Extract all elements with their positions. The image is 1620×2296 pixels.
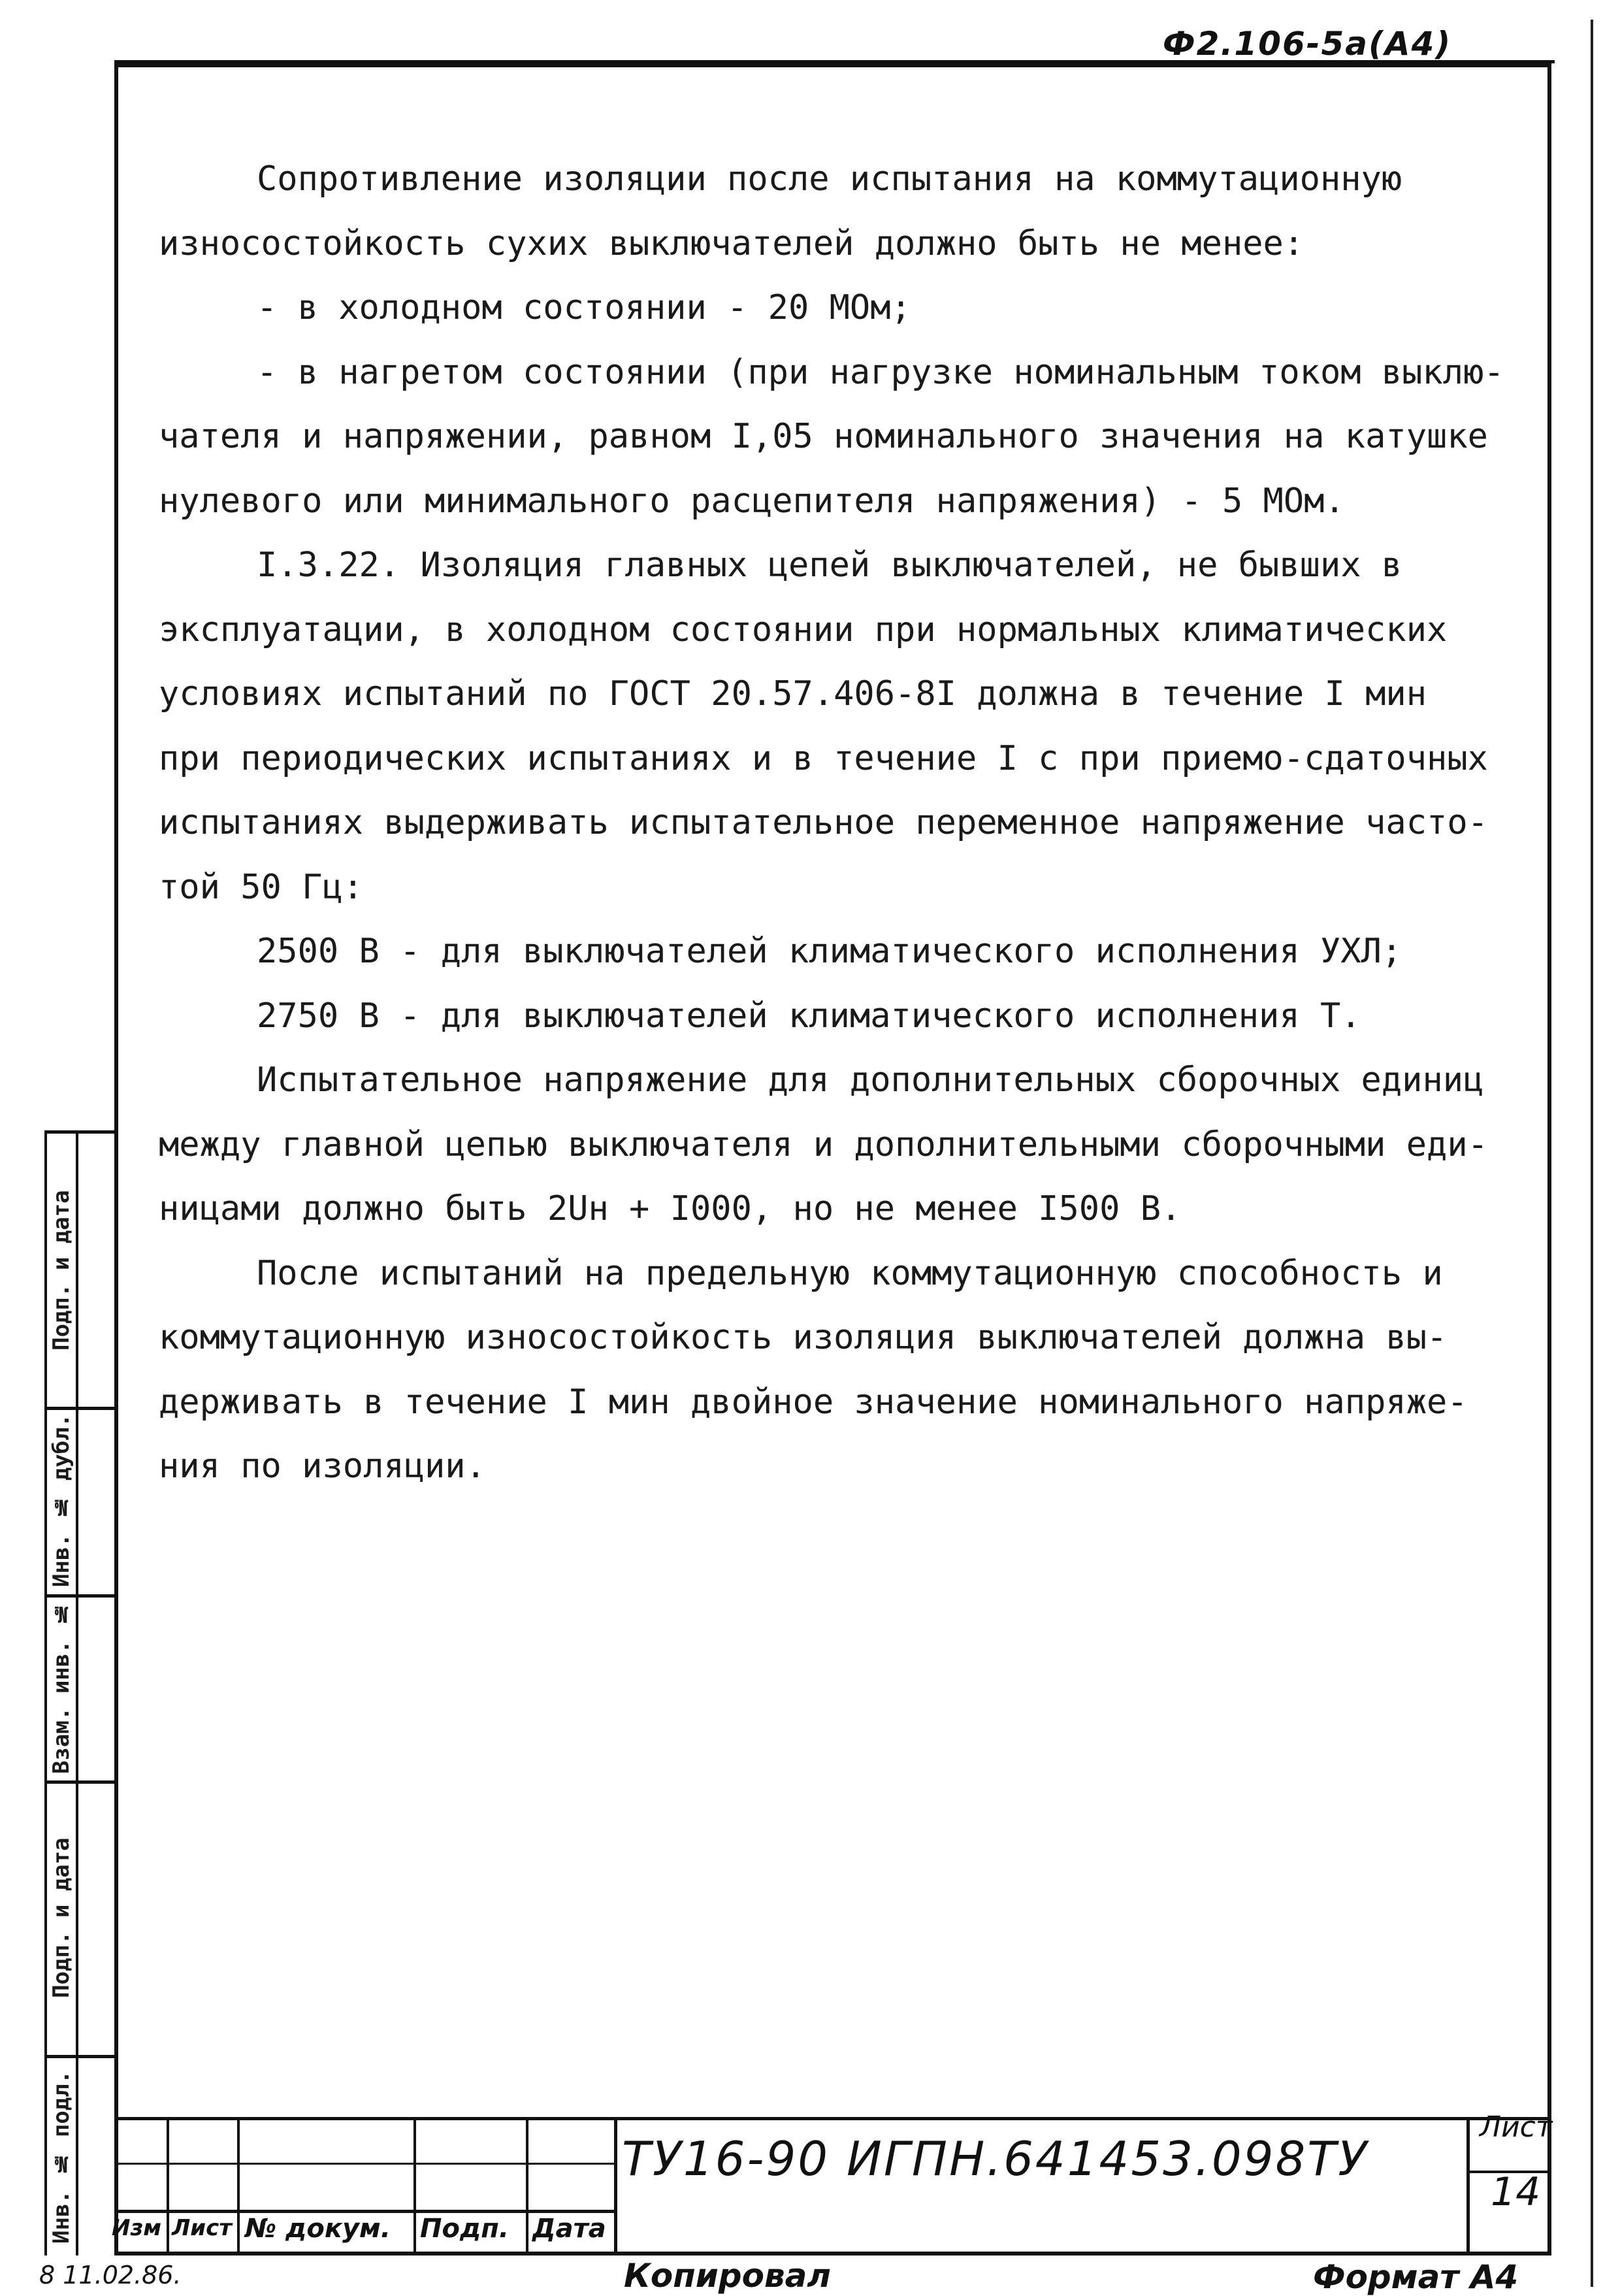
text-line: при периодических испытаниях и в течение I с при приемо-сдаточных (159, 738, 1488, 778)
col-label-signature: Подп. (420, 2214, 510, 2244)
left-approval-strip (44, 1130, 114, 2255)
text-line: Испытательное напряжение для дополнительных сборочных единиц (257, 1060, 1484, 1100)
text-line: 2500 В - для выключателей климатического исполнения УХЛ; (257, 932, 1402, 971)
text-line: эксплуатации, в холодном состоянии при нормальных климатических (159, 610, 1448, 649)
text-line: той 50 Гц: (159, 867, 364, 907)
strip-label: Инв. № подл. (48, 2070, 74, 2244)
text-line: между главной цепью выключателя и дополнительными сборочными еди- (159, 1124, 1488, 1164)
section-heading-line: I.3.22. Изоляция главных цепей выключателей, не бывших в (257, 546, 1402, 585)
text-line: коммутационную износостойкость изоляция выключателей должна вы- (159, 1318, 1448, 1357)
document-body (159, 147, 1517, 1499)
copied-label: Копировал (624, 2257, 831, 2295)
text-line: - в нагретом состоянии (при нагрузке номинальным током выклю- (257, 352, 1504, 392)
sheet-label: Лист (1480, 2110, 1553, 2144)
text-line: чателя и напряжении, равном I,05 номинального значения на катушке (159, 417, 1488, 456)
text-line: условиях испытаний по ГОСТ 20.57.406-8I должна в течение I мин (159, 674, 1427, 713)
archive-date: 8 11.02.86. (39, 2261, 182, 2289)
form-code: Ф2.106-5а(А4) (1163, 25, 1452, 63)
text-line: испытаниях выдерживать испытательное переменное напряжение часто- (159, 803, 1488, 842)
right-border-line (1591, 20, 1593, 2287)
strip-label: Подп. и дата (48, 1190, 74, 1351)
text-line: ния по изоляции. (159, 1447, 486, 1486)
text-line: 2750 В - для выключателей климатического исполнения Т. (257, 996, 1361, 1036)
text-line: износостойкость сухих выключателей должно быть не менее: (159, 223, 1304, 263)
strip-label: Подп. и дата (48, 1837, 74, 1998)
col-label-date: Дата (532, 2214, 606, 2244)
text-line: нулевого или минимального расцепителя напряжения) - 5 МОм. (159, 481, 1345, 521)
format-label: Формат А4 (1313, 2258, 1519, 2296)
col-label-sheet: Лист (172, 2215, 232, 2241)
col-label-document-number: № докум. (245, 2214, 391, 2244)
text-line: - в холодном состоянии - 20 МОм; (257, 288, 911, 327)
document-code: ТУ16-90 ИГПН.641453.098ТУ (622, 2131, 1369, 2186)
text-line: ницами должно быть 2Uн + I000, но не менее I500 В. (159, 1189, 1182, 1228)
strip-label: Инв. № дубл. (48, 1413, 74, 1588)
text-line: После испытаний на предельную коммутационную способность и (257, 1253, 1443, 1293)
text-line: держивать в течение I мин двойное значение номинального напряже- (159, 1382, 1468, 1422)
text-line: Сопротивление изоляции после испытания на коммутационную (257, 159, 1402, 199)
col-label-change: Изм (112, 2215, 162, 2241)
sheet-number: 14 (1491, 2169, 1541, 2215)
strip-label: Взам. инв. № (48, 1600, 74, 1775)
